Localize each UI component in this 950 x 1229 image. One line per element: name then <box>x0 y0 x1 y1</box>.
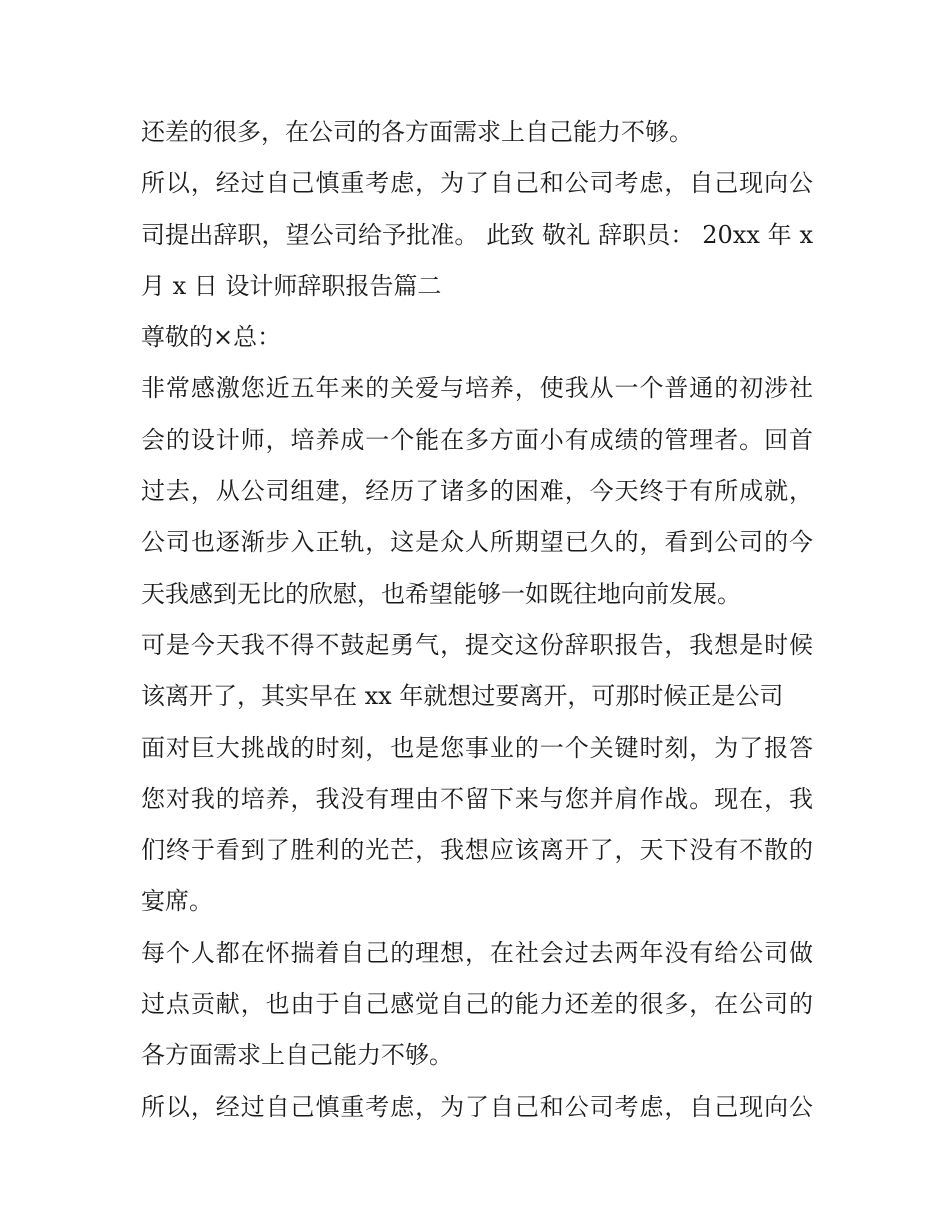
text-line: 们终于看到了胜利的光芒，我想应该离开了，天下没有不散的 <box>141 836 813 865</box>
document-body <box>141 107 813 1133</box>
text-line: 尊敬的×总： <box>141 323 282 352</box>
text-line: 过点贡献，也由于自己感觉自己的能力还差的很多，在公司的 <box>141 990 813 1019</box>
text-line: 月 x 日 设计师辞职报告篇二 <box>141 271 442 300</box>
text-line: 所以，经过自己慎重考虑，为了自己和公司考虑，自己现向公 <box>141 169 813 198</box>
text-line: 司提出辞职，望公司给予批准。 此致 敬礼 辞职员： 20xx 年 x <box>141 220 813 249</box>
text-line: 可是今天我不得不鼓起勇气，提交这份辞职报告，我想是时候 <box>141 630 813 659</box>
text-line: 您对我的培养，我没有理由不留下来与您并肩作战。现在，我 <box>141 784 813 813</box>
text-line: 宴席。 <box>141 887 213 916</box>
text-line: 公司也逐渐步入正轨，这是众人所期望已久的，看到公司的今 <box>141 528 813 557</box>
text-line: 非常感激您近五年来的关爱与培养，使我从一个普通的初涉社 <box>141 374 813 403</box>
text-line: 每个人都在怀揣着自己的理想，在社会过去两年没有给公司做 <box>141 938 813 967</box>
text-line: 面对巨大挑战的时刻，也是您事业的一个关键时刻，为了报答 <box>141 733 813 762</box>
text-line: 该离开了，其实早在 xx 年就想过要离开，可那时候正是公司 <box>141 682 784 711</box>
text-line: 会的设计师，培养成一个能在多方面小有成绩的管理者。回首 <box>141 425 813 454</box>
text-line: 所以，经过自己慎重考虑，为了自己和公司考虑，自己现向公 <box>141 1092 813 1121</box>
text-line: 各方面需求上自己能力不够。 <box>141 1041 453 1070</box>
text-line: 还差的很多，在公司的各方面需求上自己能力不够。 <box>141 118 693 146</box>
text-line: 天我感到无比的欣慰，也希望能够一如既往地向前发展。 <box>141 579 741 608</box>
text-line: 过去，从公司组建，经历了诸多的困难，今天终于有所成就， <box>141 477 813 506</box>
